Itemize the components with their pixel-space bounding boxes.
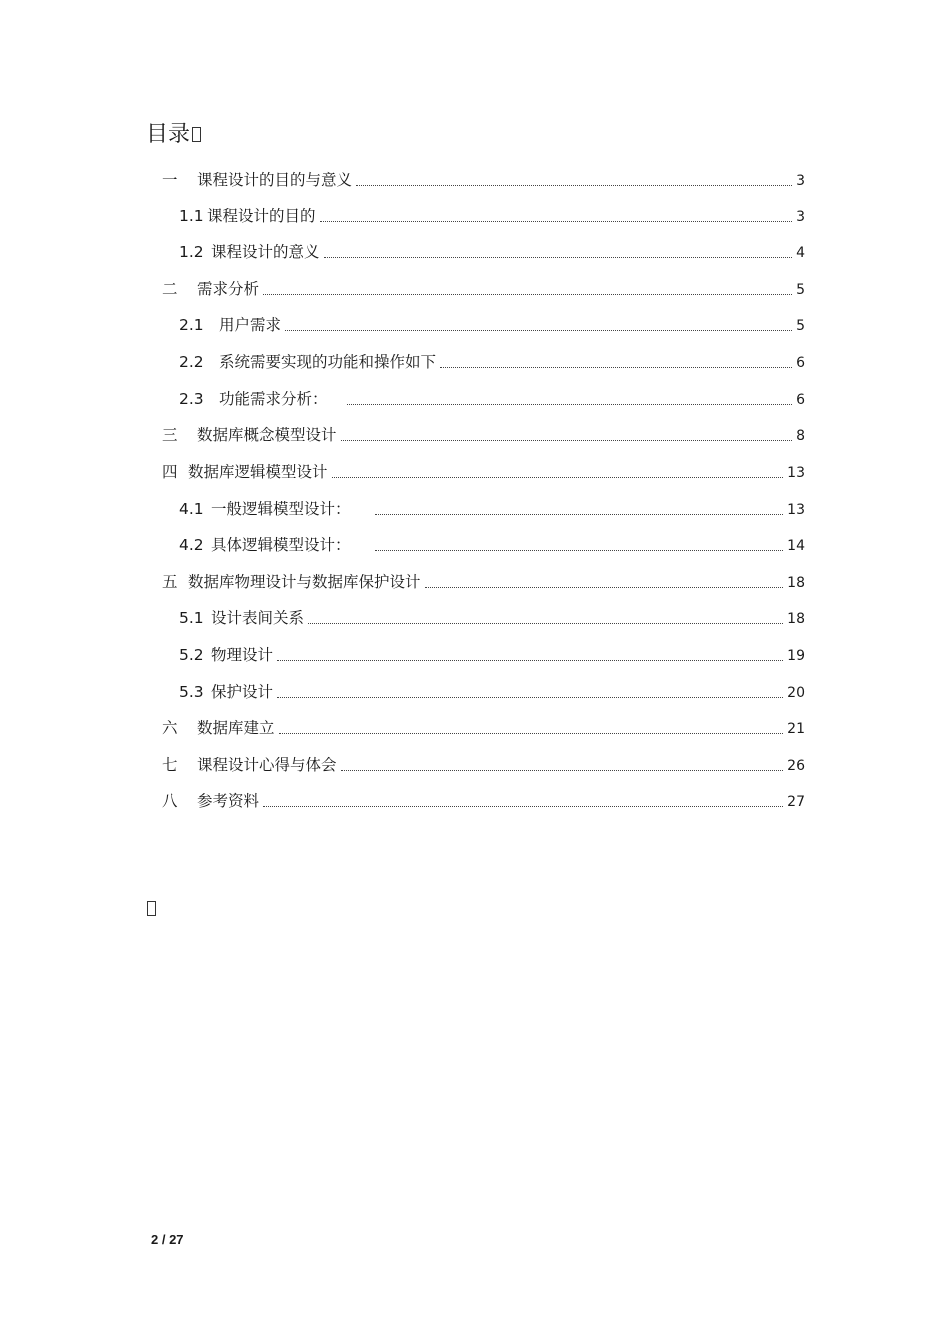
- toc-title-text: 目录: [146, 122, 191, 147]
- toc-entry-text: 课程设计的目的: [207, 207, 316, 225]
- toc-entry-page: 21: [787, 721, 805, 737]
- toc-entry-number: 4.2: [179, 536, 204, 554]
- toc-entry-8[interactable]: [162, 788, 805, 814]
- dot-leader: [279, 733, 784, 734]
- toc-entry-number: 七: [162, 756, 178, 774]
- toc-entry-5-3[interactable]: [179, 679, 805, 705]
- section-end-mark: [145, 900, 156, 919]
- toc-entry-page: 20: [787, 685, 805, 701]
- toc-entry-2-3[interactable]: [179, 386, 805, 412]
- toc-entry-number: 三: [162, 426, 178, 444]
- paragraph-mark-icon: [147, 901, 156, 916]
- dot-leader: [277, 697, 783, 698]
- toc-entry-text: 系统需要实现的功能和操作如下: [219, 353, 437, 371]
- toc-entry-text: 保护设计: [211, 683, 274, 701]
- toc-entry-number: 4.1: [179, 500, 204, 518]
- page-footer: [151, 1232, 184, 1247]
- toc-entry-text: 物理设计: [211, 646, 274, 664]
- toc-entry-1-1[interactable]: [179, 203, 805, 229]
- toc-entry-text: 课程设计的目的与意义: [197, 171, 353, 189]
- toc-entry-page: 4: [796, 245, 805, 261]
- toc-entry-text: 需求分析: [197, 280, 260, 298]
- dot-leader: [332, 477, 784, 478]
- toc-entry-text: 数据库建立: [197, 719, 275, 737]
- dot-leader: [285, 330, 792, 331]
- dot-leader: [375, 550, 783, 551]
- toc-entry-1[interactable]: [162, 167, 805, 193]
- toc-entry-page: 13: [787, 502, 805, 518]
- toc-entry-text: 数据库概念模型设计: [197, 426, 337, 444]
- toc-entry-number: 2.1: [179, 316, 204, 334]
- dot-leader: [320, 221, 793, 222]
- toc-entry-text: 数据库物理设计与数据库保护设计: [188, 573, 421, 591]
- toc-entry-page: 6: [796, 392, 805, 408]
- toc-entry-number: 五: [162, 573, 178, 591]
- page-number-indicator: 2 / 27: [151, 1232, 184, 1247]
- paragraph-mark-icon: [192, 127, 201, 142]
- toc-entry-2-2[interactable]: [179, 349, 805, 375]
- toc-entry-page: 3: [796, 209, 805, 225]
- toc-entry-number: 八: [162, 792, 178, 810]
- toc-entry-text: 一般逻辑模型设计：: [211, 500, 351, 518]
- toc-entry-page: 19: [787, 648, 805, 664]
- toc-entry-text: 数据库逻辑模型设计: [188, 463, 328, 481]
- toc-entry-page: 5: [796, 318, 805, 334]
- toc-entry-page: 3: [796, 173, 805, 189]
- toc-entry-text: 参考资料: [197, 792, 260, 810]
- toc-entry-text: 课程设计心得与体会: [197, 756, 337, 774]
- toc-entry-5[interactable]: [162, 569, 805, 595]
- dot-leader: [375, 514, 783, 515]
- toc-entry-5-2[interactable]: [179, 642, 805, 668]
- dot-leader: [356, 185, 792, 186]
- toc-entry-number: 1.2: [179, 243, 204, 261]
- toc-entry-page: 8: [796, 428, 805, 444]
- toc-entry-number: 2.2: [179, 353, 204, 371]
- toc-entry-page: 6: [796, 355, 805, 371]
- toc-entry-page: 18: [787, 611, 805, 627]
- dot-leader: [341, 770, 784, 771]
- dot-leader: [347, 404, 792, 405]
- toc-entry-page: 13: [787, 465, 805, 481]
- toc-heading: [146, 120, 201, 150]
- toc-entry-number: 四: [162, 463, 178, 481]
- toc-entry-page: 5: [796, 282, 805, 298]
- dot-leader: [263, 806, 783, 807]
- toc-entry-text: 用户需求: [219, 316, 282, 334]
- toc-entry-number: 2.3: [179, 390, 204, 408]
- toc-entry-2[interactable]: [162, 276, 805, 302]
- toc-entry-page: 14: [787, 538, 805, 554]
- toc-entry-4-1[interactable]: [179, 496, 805, 522]
- toc-entry-2-1[interactable]: [179, 312, 805, 338]
- toc-entry-page: 26: [787, 758, 805, 774]
- toc-entry-page: 27: [787, 794, 805, 810]
- toc-entry-page: 18: [787, 575, 805, 591]
- toc-entry-7[interactable]: [162, 752, 805, 778]
- toc-entry-3[interactable]: [162, 422, 805, 448]
- toc-entry-text: 课程设计的意义: [211, 243, 320, 261]
- toc-entry-number: 1.1: [179, 207, 204, 225]
- toc-entry-number: 5.3: [179, 683, 204, 701]
- toc-entry-text: 设计表间关系: [211, 609, 305, 627]
- toc-entry-5-1[interactable]: [179, 605, 805, 631]
- toc-entry-1-2[interactable]: [179, 239, 805, 265]
- toc-entry-number: 六: [162, 719, 178, 737]
- toc-entry-6[interactable]: [162, 715, 805, 741]
- toc-entry-number: 5.2: [179, 646, 204, 664]
- toc-entry-text: 具体逻辑模型设计：: [211, 536, 351, 554]
- toc-entry-number: 二: [162, 280, 178, 298]
- dot-leader: [263, 294, 792, 295]
- dot-leader: [277, 660, 783, 661]
- toc-entry-4[interactable]: [162, 459, 805, 485]
- toc-entry-number: 一: [162, 171, 178, 189]
- toc-entry-text: 功能需求分析：: [219, 390, 328, 408]
- dot-leader: [324, 257, 793, 258]
- dot-leader: [341, 440, 793, 441]
- toc-entry-4-2[interactable]: [179, 532, 805, 558]
- dot-leader: [440, 367, 792, 368]
- toc-entry-number: 5.1: [179, 609, 204, 627]
- dot-leader: [425, 587, 784, 588]
- dot-leader: [308, 623, 783, 624]
